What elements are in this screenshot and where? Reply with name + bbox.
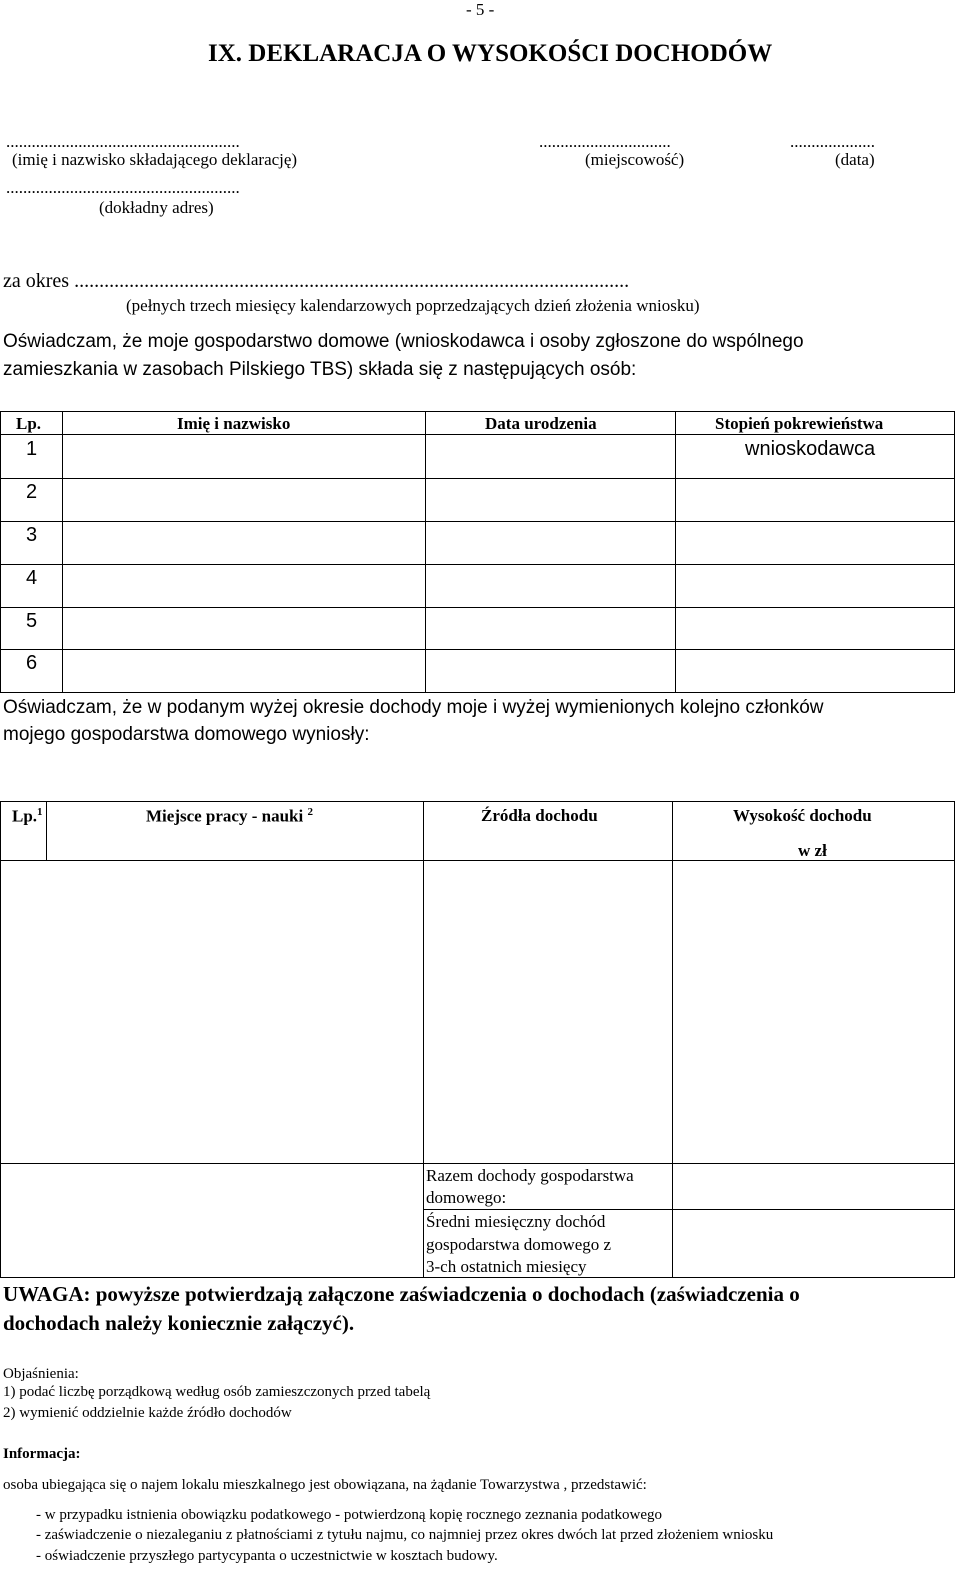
income-header-workplace: Miejsce pracy - nauki $^2$ xyxy=(146,806,313,826)
household-row-1-relation: wnioskodawca xyxy=(745,438,876,460)
declaration-line-2: zamieszkania w zasobach Pilskiego TBS) składa się z następujących osób: xyxy=(3,359,637,380)
household-header-name: Imię i nazwisko xyxy=(177,414,291,433)
place-dots: ............................... xyxy=(539,132,671,151)
date-label: (data) xyxy=(835,150,875,169)
info-bullet-1: - w przypadku istnienia obowiązku podatkowego - potwierdzoną kopię rocznego zeznania podatkowego xyxy=(36,1507,663,1523)
page-title: IX. DEKLARACJA O WYSOKOŚCI DOCHODÓW xyxy=(208,40,773,67)
average-label-line-2: gospodarstwa domowego z xyxy=(426,1235,612,1254)
info-bullet-3: - oświadczenie przyszłego partycypanta o uczestnictwie w kosztach budowy. xyxy=(36,1548,498,1564)
household-row-3-lp: 3 xyxy=(26,524,38,546)
average-label-line-1: Średni miesięczny dochód xyxy=(426,1212,606,1231)
household-header-relation: Stopień pokrewieństwa xyxy=(715,414,884,433)
place-label: (miejscowość) xyxy=(585,150,685,169)
household-header-birthdate: Data urodzenia xyxy=(485,414,597,433)
average-label-line-3: 3-ch ostatnich miesięcy xyxy=(426,1257,587,1276)
period-hint: (pełnych trzech miesięcy kalendarzowych poprzedzających dzień złożenia wniosku) xyxy=(126,296,700,315)
total-label-line-1: Razem dochody gospodarstwa xyxy=(426,1166,634,1185)
date-dots: .................... xyxy=(790,132,875,151)
declaration2-line-1: Oświadczam, że w podanym wyżej okresie dochody moje i wyżej wymienionych kolejno członków xyxy=(3,697,824,718)
notes-item-2: 2) wymienić oddzielnie każde źródło dochodów xyxy=(3,1405,292,1421)
total-label-line-2: domowego: xyxy=(426,1188,507,1207)
address-dots: ....................................................... xyxy=(6,178,240,197)
name-dots: ....................................................... xyxy=(6,132,240,151)
household-row-5-lp: 5 xyxy=(26,610,38,632)
info-bullet-2: - zaświadczenie o niezaleganiu z płatnościami z tytułu najmu, co najmniej przez okres dwóch lat przed złożeniem wniosku xyxy=(36,1527,774,1543)
name-label: (imię i nazwisko składającego deklarację) xyxy=(12,150,298,169)
notes-heading: Objaśnienia: xyxy=(3,1366,79,1382)
info-heading: Informacja: xyxy=(3,1446,81,1462)
household-row-2-lp: 2 xyxy=(26,481,38,503)
declaration2-line-2: mojego gospodarstwa domowego wyniosły: xyxy=(3,724,370,745)
income-header-sources: Źródła dochodu xyxy=(481,806,598,825)
warning-line-1: UWAGA: powyższe potwierdzają załączone zaświadczenia o dochodach (zaświadczenia o xyxy=(3,1282,800,1306)
warning-line-2: dochodach należy koniecznie załączyć). xyxy=(3,1311,355,1335)
declaration-line-1: Oświadczam, że moje gospodarstwo domowe (wnioskodawca i osoby zgłoszone do wspólnego xyxy=(3,331,804,352)
household-row-4-lp: 4 xyxy=(26,567,38,589)
notes-item-1: 1) podać liczbę porządkową według osób zamieszczonych przed tabelą xyxy=(3,1384,431,1400)
address-label: (dokładny adres) xyxy=(99,198,214,217)
household-row-6-lp: 6 xyxy=(26,652,38,674)
page-number: - 5 - xyxy=(466,0,495,19)
household-row-1-lp: 1 xyxy=(26,438,38,460)
period-label: za okres ............................................................................................................... xyxy=(3,270,630,292)
info-intro: osoba ubiegająca się o najem lokalu mieszkalnego jest obowiązana, na żądanie Towarzystwa , przedstawić: xyxy=(3,1477,647,1493)
income-header-lp: Lp.$^1$ xyxy=(12,806,43,826)
income-header-amount: Wysokość dochodu xyxy=(733,806,872,825)
household-header-lp: Lp. xyxy=(16,414,42,433)
income-header-unit: w zł xyxy=(798,841,827,860)
